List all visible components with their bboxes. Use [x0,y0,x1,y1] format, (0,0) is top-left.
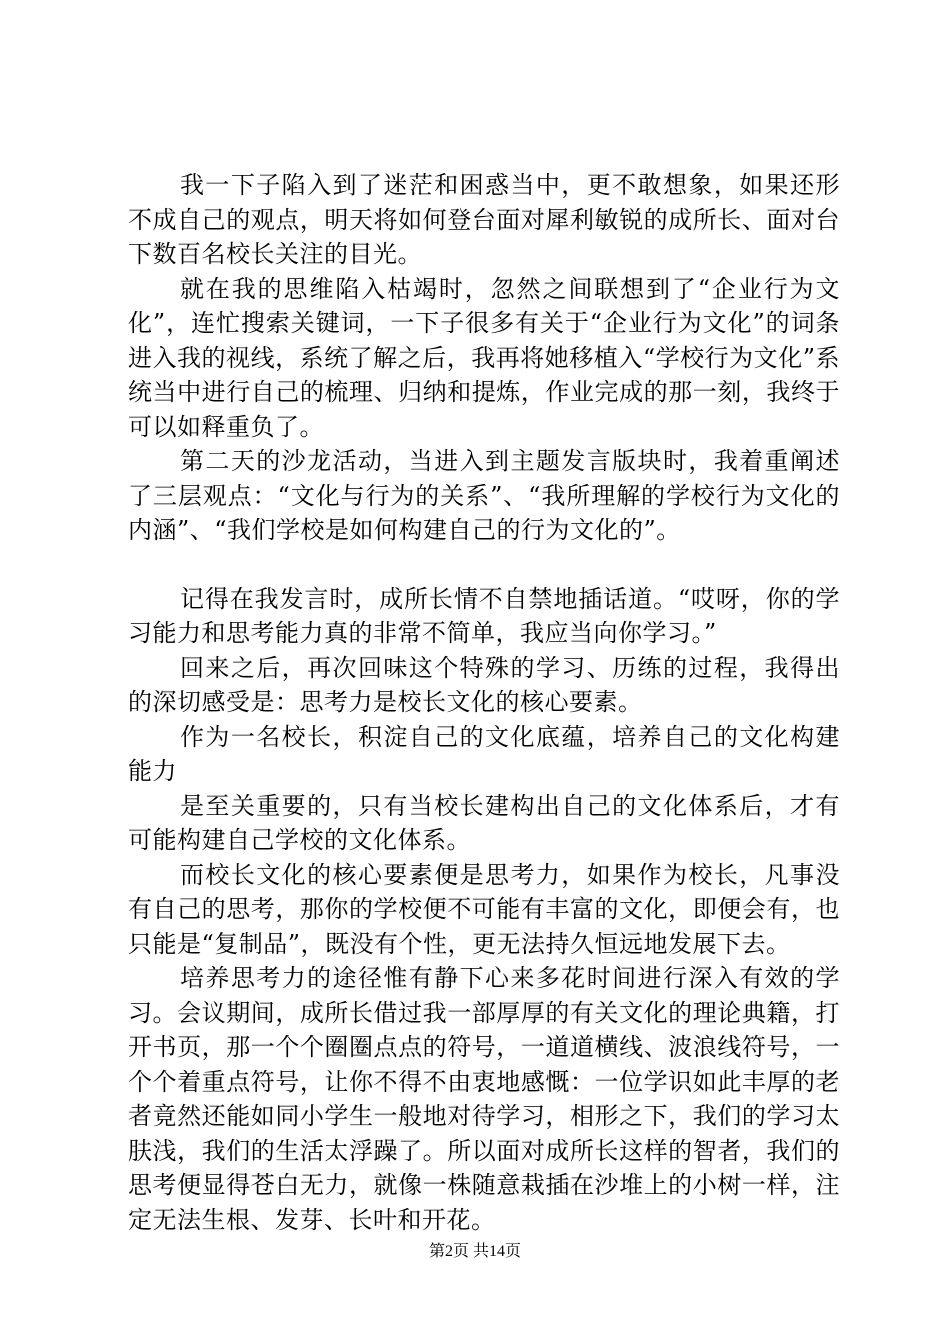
paragraph-6: 作为一名校长，积淀自己的文化底蕴，培养自己的文化构建能力 [128,722,840,785]
document-body [128,168,840,1237]
page-number-footer: 第2页 共14页 [428,1243,521,1260]
paragraph-7: 是至关重要的，只有当校长建构出自己的文化体系后，才有可能构建自己学校的文化体系。 [128,791,840,854]
paragraph-1: 我一下子陷入到了迷茫和困惑当中，更不敢想象，如果还形不成自己的观点，明天将如何登台面对犀利敏锐的成所长、面对台下数百名校长关注的目光。 [128,171,840,268]
paragraph-8: 而校长文化的核心要素便是思考力，如果作为校长，凡事没有自己的思考，那你的学校便不可能有丰富的文化，即便会有，也只能是“复制品”，既没有个性，更无法持久恒远地发展下去。 [128,860,840,958]
paragraph-2: 就在我的思维陷入枯竭时，忽然之间联想到了“企业行为文化”，连忙搜索关键词，一下子很多有关于“企业行为文化”的词条进入我的视线，系统了解之后，我再将她移植入“学校行为文化”系统当中进行自己的梳理、归纳和提炼，作业完成的那一刻，我终于可以如释重负了。 [128,274,840,441]
paragraph-9: 培养思考力的途径惟有静下心来多花时间进行深入有效的学习。会议期间，成所长借过我一部厚厚的有关文化的理论典籍，打开书页，那一个个圈圈点点的符号，一道道横线、波浪线符号，一个个着重点符号，让你不得不由衷地感慨：一位学识如此丰厚的老者竟然还能如同小学生一般地对待学习，相形之下，我们的学习太肤浅，我们的生活太浮躁了。所以面对成所长这样的智者，我们的思考便显得苍白无力，就像一株随意栽插在沙堆上的小树一样，注定无法生根、发芽、长叶和开花。 [128,964,840,1234]
paragraph-4: 记得在我发言时，成所长情不自禁地插话道。“哎呀，你的学习能力和思考能力真的非常不简单，我应当向你学习。” [128,584,840,647]
paragraph-5: 回来之后，再次回味这个特殊的学习、历练的过程，我得出的深切感受是：思考力是校长文化的核心要素。 [128,653,840,716]
paragraph-3: 第二天的沙龙活动，当进入到主题发言版块时，我着重阐述了三层观点：“文化与行为的关系”、“我所理解的学校行为文化的内涵”、“我们学校是如何构建自己的行为文化的”。 [128,447,840,544]
